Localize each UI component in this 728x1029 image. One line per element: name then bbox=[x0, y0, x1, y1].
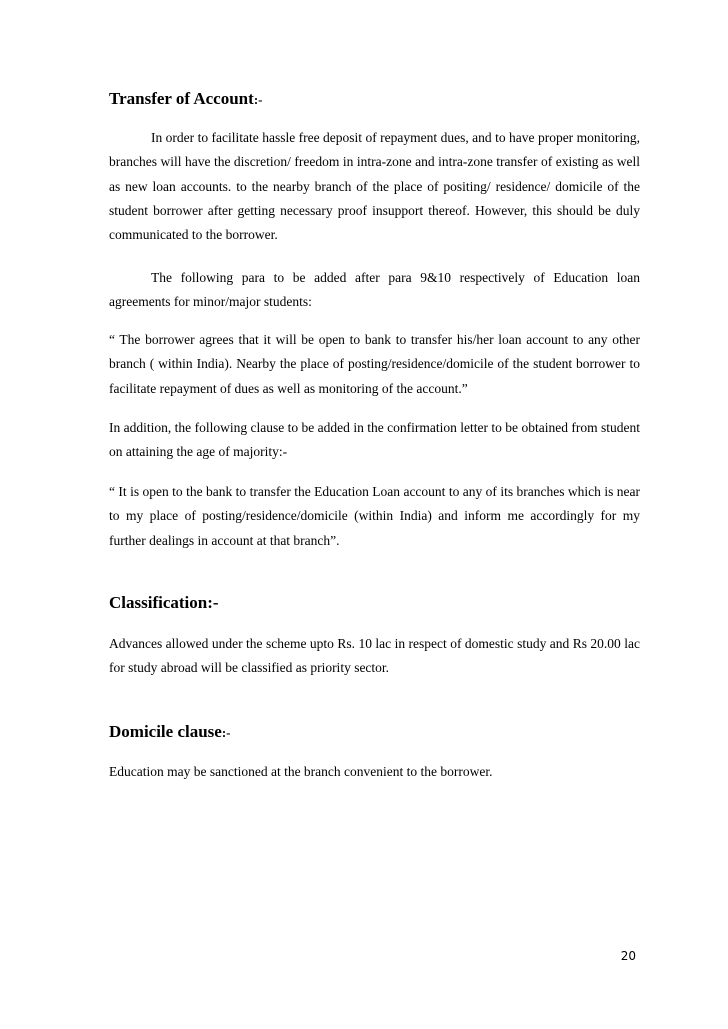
classification-paragraph: Advances allowed under the scheme upto Rs. 10 lac in respect of domestic study and Rs 20.00 lac for study abroad will be classified as priority sector. bbox=[109, 636, 640, 676]
transfer-paragraph-2: The following para to be added after para 9&10 respectively of Education loan agreements for minor/major students: bbox=[109, 270, 640, 310]
transfer-heading-text: Transfer of Account bbox=[109, 89, 254, 108]
transfer-heading-suffix: :- bbox=[253, 92, 263, 107]
domicile-clause-heading bbox=[109, 722, 640, 743]
transfer-paragraph-4: In addition, the following clause to be added in the confirmation letter to be obtained from student on attaining the age of majority:- bbox=[109, 420, 640, 460]
transfer-paragraph-3: “ The borrower agrees that it will be open to bank to transfer his/her loan account to any other branch ( within India). Nearby the place of posting/residence/domicile of the student borrower to facilitate repayment of dues as well as monitoring of the account.” bbox=[109, 332, 640, 396]
classification-heading bbox=[109, 593, 640, 613]
classification-heading-text: Classification:- bbox=[109, 593, 219, 612]
transfer-of-account-heading bbox=[109, 89, 640, 110]
page-number: 20 bbox=[620, 949, 636, 963]
domicile-heading-text: Domicile clause bbox=[109, 722, 222, 741]
transfer-paragraph-5: “ It is open to the bank to transfer the Education Loan account to any of its branches which is near to my place of posting/residence/domicile (within India) and inform me accordingly for my further dealings in account at that branch”. bbox=[109, 484, 640, 548]
domicile-paragraph: Education may be sanctioned at the branch convenient to the borrower. bbox=[109, 764, 493, 779]
domicile-heading-suffix: :- bbox=[221, 725, 231, 740]
transfer-paragraph-1: In order to facilitate hassle free deposit of repayment dues, and to have proper monitoring, branches will have the discretion/ freedom in intra-zone and intra-zone transfer of existing as well as new loan accounts. to the nearby branch of the place of positing/ residence/ domicile of the student borrower after getting necessary proof insupport thereof. However, this should be duly communicated to the borrower. bbox=[109, 130, 640, 243]
